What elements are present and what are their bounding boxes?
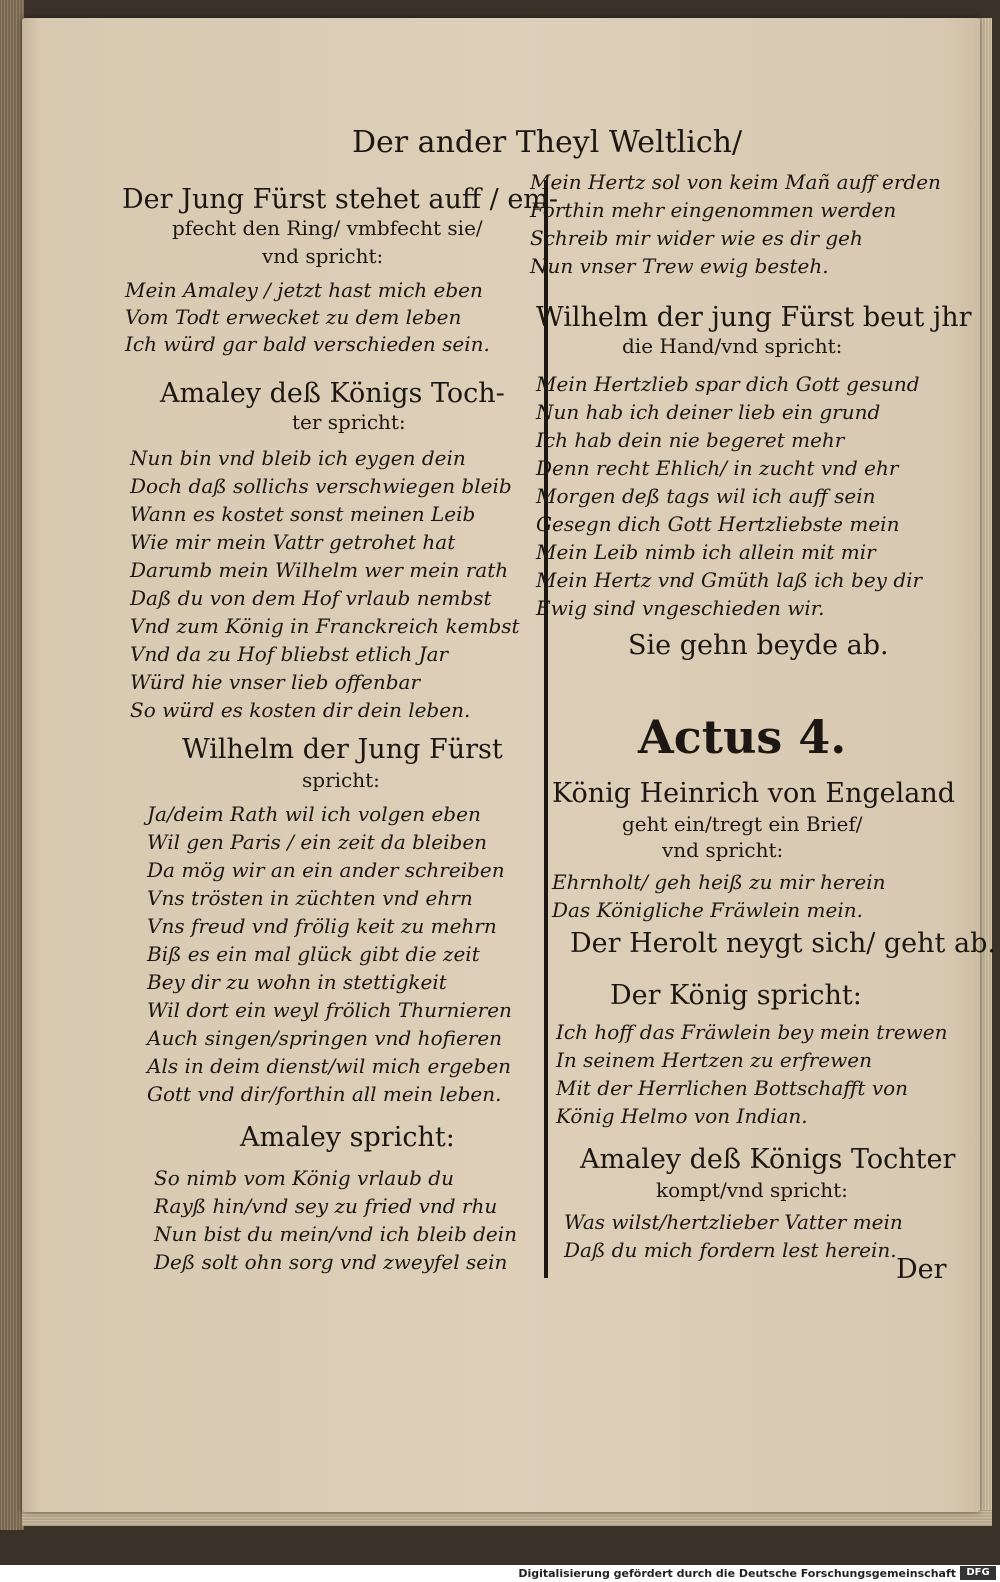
catchword: Der: [896, 1254, 947, 1285]
verse-line: Denn recht Ehlich/ in zucht vnd ehr: [536, 456, 899, 480]
digitization-footer: [0, 1565, 1000, 1582]
verse-line: Mein Amaley / jetzt hast mich eben: [125, 278, 483, 302]
page-stack-left-edge: [0, 0, 24, 1530]
verse-line: In seinem Hertzen zu erfrewen: [556, 1048, 872, 1072]
verse-line: Gesegn dich Gott Hertzliebste mein: [536, 512, 900, 536]
verse-line: Mein Leib nimb ich allein mit mir: [536, 540, 876, 564]
exit-direction: Sie gehn beyde ab.: [628, 630, 889, 661]
verse-line: Als in deim dienst/wil mich ergeben: [147, 1054, 512, 1078]
verse-line: Doch daß sollichs verschwiegen bleib: [130, 474, 512, 498]
verse-line: Wil dort ein weyl frölich Thurnieren: [147, 998, 512, 1022]
verse-line: Da mög wir an ein ander schreiben: [147, 858, 505, 882]
verse-line: Daß du von dem Hof vrlaub nembst: [130, 586, 492, 610]
verse-line: Wann es kostet sonst meinen Leib: [130, 502, 476, 526]
verse-line: Vom Todt erwecket zu dem leben: [125, 305, 462, 329]
verse-line: Gott vnd dir/forthin all mein leben.: [147, 1082, 502, 1106]
verse-line: Nun hab ich deiner lieb ein grund: [536, 400, 881, 424]
verse-line: So nimb vom König vrlaub du: [154, 1166, 454, 1190]
stage-direction-subline: vnd spricht:: [662, 838, 784, 862]
verse-line: Morgen deß tags wil ich auff sein: [536, 484, 876, 508]
verse-line: Auch singen/springen vnd hofieren: [147, 1026, 503, 1050]
verse-line: Was wilst/hertzlieber Vatter mein: [564, 1210, 903, 1234]
book-page: [22, 18, 996, 1512]
stage-direction-heading: Amaley deß Königs Tochter: [580, 1144, 956, 1175]
verse-line: Ewig sind vngeschieden wir.: [536, 596, 825, 620]
dfg-logo: DFG: [960, 1566, 996, 1580]
verse-line: Rayß hin/vnd sey zu fried vnd rhu: [154, 1194, 498, 1218]
verse-line: Forthin mehr eingenommen werden: [530, 198, 897, 222]
verse-line: Mein Hertzlieb spar dich Gott gesund: [536, 372, 920, 396]
verse-line: Vns trösten in züchten vnd ehrn: [147, 886, 473, 910]
stage-direction-subline: pfecht den Ring/ vmbfecht sie/: [172, 216, 483, 240]
verse-line: Ich hoff das Fräwlein bey mein trewen: [556, 1020, 948, 1044]
stage-direction-subline: kompt/vnd spricht:: [656, 1178, 848, 1202]
exit-direction: Der Herolt neygt sich/ geht ab.: [570, 928, 996, 959]
verse-line: Nun vnser Trew ewig besteh.: [530, 254, 829, 278]
verse-line: Ich hab dein nie begeret mehr: [536, 428, 845, 452]
verse-line: So würd es kosten dir dein leben.: [130, 698, 471, 722]
stage-direction-subline: ter spricht:: [292, 410, 406, 434]
verse-line: Würd hie vnser lieb offenbar: [130, 670, 421, 694]
page-stack-right-edge: [978, 18, 992, 1512]
verse-line: Mein Hertz vnd Gmüth laß ich bey dir: [536, 568, 923, 592]
verse-line: König Helmo von Indian.: [556, 1104, 808, 1128]
stage-direction-subline: die Hand/vnd spricht:: [622, 334, 843, 358]
verse-line: Ich würd gar bald verschieden sein.: [125, 332, 490, 356]
verse-line: Wil gen Paris / ein zeit da bleiben: [147, 830, 488, 854]
act-heading: Actus 4.: [638, 710, 847, 764]
stage-direction-heading: Wilhelm der Jung Fürst: [182, 734, 503, 765]
verse-line: Nun bist du mein/vnd ich bleib dein: [154, 1222, 518, 1246]
verse-line: Schreib mir wider wie es dir geh: [530, 226, 863, 250]
running-title: Der ander Theyl Weltlich/: [352, 125, 743, 160]
verse-line: Mit der Herrlichen Bottschafft von: [556, 1076, 909, 1100]
verse-line: Wie mir mein Vattr getrohet hat: [130, 530, 456, 554]
stage-direction-subline: geht ein/tregt ein Brief/: [622, 812, 863, 836]
stage-direction-subline: vnd spricht:: [262, 244, 384, 268]
column-rule: [544, 180, 548, 1278]
verse-line: Nun bin vnd bleib ich eygen dein: [130, 446, 466, 470]
verse-line: Bey dir zu wohn in stettigkeit: [147, 970, 447, 994]
stage-direction-heading: Amaley spricht:: [240, 1122, 455, 1153]
stage-direction-heading: Der Jung Fürst stehet auff / em-: [122, 184, 559, 215]
verse-line: Deß solt ohn sorg vnd zweyfel sein: [154, 1250, 508, 1274]
verse-line: Ehrnholt/ geh heiß zu mir herein: [552, 870, 886, 894]
verse-line: Biß es ein mal glück gibt die zeit: [147, 942, 480, 966]
verse-line: Daß du mich fordern lest herein.: [564, 1238, 897, 1262]
stage-direction-heading: Amaley deß Königs Toch-: [160, 378, 505, 409]
verse-line: Das Königliche Fräwlein mein.: [552, 898, 863, 922]
verse-line: Vnd da zu Hof bliebst etlich Jar: [130, 642, 449, 666]
stage-direction-heading: Wilhelm der jung Fürst beut jhr: [536, 302, 972, 333]
verse-line: Darumb mein Wilhelm wer mein rath: [130, 558, 509, 582]
verse-line: Vns freud vnd frölig keit zu mehrn: [147, 914, 497, 938]
verse-line: Mein Hertz sol von keim Mañ auff erden: [530, 170, 941, 194]
verse-line: Vnd zum König in Franckreich kembst: [130, 614, 520, 638]
verse-line: Ja/deim Rath wil ich volgen eben: [147, 802, 481, 826]
stage-direction-heading: Der König spricht:: [610, 980, 862, 1011]
stage-direction-heading: König Heinrich von Engeland: [552, 778, 956, 809]
stage-direction-subline: spricht:: [302, 768, 380, 792]
page-stack-bottom-edge: [22, 1510, 992, 1526]
funding-credit: Digitalisierung gefördert durch die Deutsche Forschungsgemeinschaft: [518, 1567, 956, 1580]
